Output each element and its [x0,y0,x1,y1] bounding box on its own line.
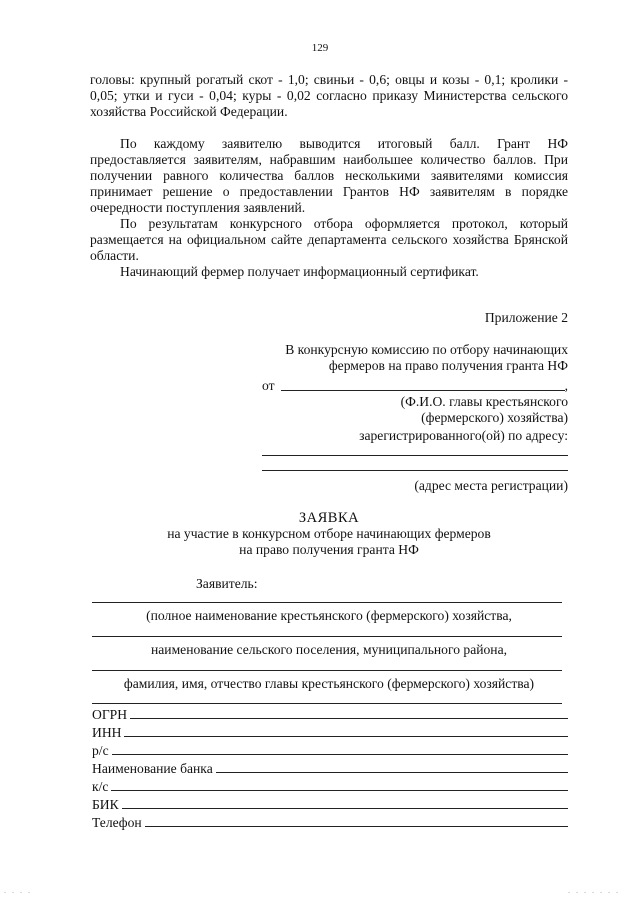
field-label: р/с [92,743,109,758]
field-blank-line[interactable] [130,708,568,719]
from-label: от [262,378,275,393]
applicant-caption-1: (полное наименование крестьянского (фермерского) хозяйства, [146,608,512,623]
field-label: БИК [92,797,119,812]
addressee-line-2: фермеров на право получения гранта НФ [328,358,568,373]
field-account [92,741,568,759]
field-correspondent-account [92,777,568,795]
paragraph-scoring: По каждому заявителю выводится итоговый балл. Грант НФ предоставляется заявителям, набравшим наибольшее количество баллов. При получении равного количества баллов несколькими заявителями комиссия принимает решение о предоставлении Грантов НФ заявителям в порядке очередности поступления заявлений. [90,136,568,215]
application-subtitle-1: на участие в конкурсном отборе начинающих фермеров [167,526,491,541]
applicant-blank-line-3[interactable] [92,670,562,671]
address-blank-line-1[interactable] [262,455,568,456]
field-label: ИНН [92,725,122,740]
applicant-caption-2: наименование сельского поселения, муниципального района, [150,642,508,657]
field-blank-line[interactable] [122,798,568,809]
field-bank-name [92,759,568,777]
paragraph-livestock-coefficients: головы: крупный рогатый скот - 1,0; свиньи - 0,6; овцы и козы - 0,1; кролики - 0,05; утки и гуси - 0,04; куры - 0,02 согласно приказу Министерства сельского хозяйства Российской Федерации. [90,72,568,119]
fio-caption-1: (Ф.И.О. главы крестьянского [400,394,568,409]
scan-artifact-right: . . . . . . . [568,886,620,895]
field-bik [92,795,568,813]
address-caption: (адрес места регистрации) [414,478,568,493]
field-label: к/с [92,779,109,794]
applicant-blank-line-2[interactable] [92,636,562,637]
from-blank-line[interactable] [281,379,565,391]
appendix-label: Приложение 2 [484,310,568,325]
field-ogrn [92,705,568,723]
fio-caption-2: (фермерского) хозяйства) [421,410,568,425]
field-blank-line[interactable] [124,726,568,737]
field-phone [92,813,568,831]
field-label: Телефон [92,815,142,830]
field-blank-line[interactable] [216,762,568,773]
requisites-fields [92,705,568,831]
field-blank-line[interactable] [112,744,568,755]
field-inn [92,723,568,741]
paragraph-protocol: По результатам конкурсного отбора оформляется протокол, который размещается на официальном сайте департамента сельского хозяйства Брянской области. [90,216,568,263]
from-comma: , [564,378,568,393]
paragraph-certificate: Начинающий фермер получает информационный сертификат. [120,264,479,279]
addressee-line-1: В конкурсную комиссию по отбору начинающих [285,342,568,357]
applicant-blank-line-1[interactable] [92,602,562,603]
registered-label: зарегистрированного(ой) по адресу: [359,428,568,443]
field-label: ОГРН [92,707,128,722]
field-label: Наименование банка [92,761,213,776]
application-title: ЗАЯВКА [298,510,360,526]
application-subtitle-2: на право получения гранта НФ [239,542,419,557]
scan-artifact-left: . . . . [4,886,32,895]
applicant-blank-line-4[interactable] [92,703,562,704]
applicant-label: Заявитель: [196,576,258,591]
address-blank-line-2[interactable] [262,470,568,471]
field-blank-line[interactable] [111,780,568,791]
from-field [262,378,568,394]
applicant-caption-3: фамилия, имя, отчество главы крестьянского (фермерского) хозяйства) [123,676,535,691]
body-text [90,72,568,280]
field-blank-line[interactable] [145,816,568,827]
page-number: 129 [311,42,329,54]
